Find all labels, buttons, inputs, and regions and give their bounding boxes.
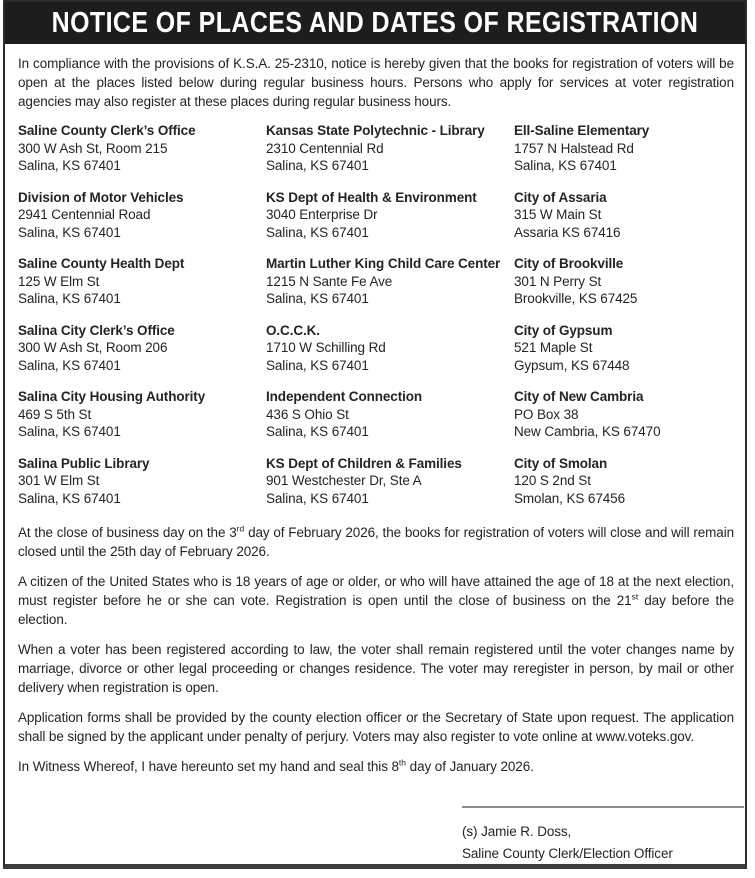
location-name: KS Dept of Health & Environment (266, 189, 477, 205)
location-city: Salina, KS 67401 (266, 158, 369, 173)
location-city: Salina, KS 67401 (18, 424, 121, 439)
location-name: City of Assaria (514, 189, 607, 205)
witness-text-1: In Witness Whereof, I have hereunto set my hand and seal this 8 (18, 759, 399, 774)
location-city: Smolan, KS 67456 (514, 490, 625, 506)
location-entry (266, 322, 514, 375)
location-entry (18, 388, 266, 441)
locations-column-2 (266, 122, 514, 521)
location-entry (18, 455, 266, 508)
location-address: 901 Westchester Dr, Ste A (266, 473, 422, 488)
location-name: Ell-Saline Elementary (514, 123, 650, 138)
location-city: Salina, KS 67401 (18, 291, 121, 306)
ordinal-superscript: rd (236, 523, 245, 534)
location-entry (514, 322, 734, 375)
location-entry (514, 255, 734, 308)
location-entry (18, 122, 266, 175)
citizen-text-1: A citizen of the United States who is 18 years of age or older, or who will have attained the age of 18 at the next election, must register before he or she can vote. Registration is open until the close of business on the 21 (18, 574, 734, 608)
location-name: Division of Motor Vehicles (18, 189, 184, 205)
location-address: 300 W Ash St, Room 215 (18, 140, 168, 156)
location-name: City of Gypsum (514, 322, 613, 338)
location-entry (514, 455, 734, 508)
location-address: 436 S Ohio St (266, 406, 349, 422)
intro-paragraph: In compliance with the provisions of K.S.A. 25-2310, notice is hereby given that the books for registration of voters will be open at the places listed below during regular business hours. Persons who apply for services at voter registration agencies may also register at these places during regular business hours. (18, 56, 734, 109)
registered-paragraph: When a voter has been registered according to law, the voter shall remain registered until the voter changes name by marriage, divorce or other legal proceeding or changes residence. The voter may reregister in person, by mail or other delivery when registration is open. (18, 642, 734, 695)
location-entry (266, 189, 514, 242)
page-title: NOTICE OF PLACES AND DATES OF REGISTRATION (51, 6, 699, 39)
location-city: Salina, KS 67401 (266, 357, 369, 373)
location-city: Salina, KS 67401 (266, 424, 369, 439)
signature-block (462, 806, 744, 865)
location-name: O.C.C.K. (266, 322, 320, 338)
location-city: Salina, KS 67401 (18, 490, 121, 506)
location-address: 301 W Elm St (18, 473, 100, 488)
location-city: Brookville, KS 67425 (514, 291, 638, 306)
location-name: Salina City Clerk’s Office (18, 322, 175, 338)
location-city: New Cambria, KS 67470 (514, 424, 661, 439)
citizen-text-2: day before the election. (18, 593, 734, 627)
location-city: Salina, KS 67401 (266, 291, 369, 306)
signature-name: (s) Jamie R. Doss, (462, 824, 572, 839)
location-address: 120 S 2nd St (514, 473, 591, 488)
location-city: Salina, KS 67401 (514, 158, 617, 173)
notice-body (5, 44, 745, 865)
location-address: 301 N Perry St (514, 273, 602, 289)
locations-column-3 (514, 122, 734, 521)
location-address: 1215 N Sante Fe Ave (266, 273, 393, 289)
location-address: 300 W Ash St, Room 206 (18, 340, 168, 355)
location-city: Salina, KS 67401 (18, 224, 121, 240)
location-entry (514, 189, 734, 242)
location-entry (266, 122, 514, 175)
location-name: Saline County Health Dept (18, 256, 185, 271)
location-entry (18, 189, 266, 242)
location-entry (18, 255, 266, 308)
notice-header-bar (5, 2, 745, 44)
location-name: Independent Connection (266, 389, 423, 404)
notice-document (3, 0, 747, 869)
ordinal-superscript: th (398, 757, 407, 768)
location-name: Martin Luther King Child Care Center (266, 256, 501, 271)
locations-column-1 (18, 122, 266, 521)
location-entry (266, 455, 514, 508)
location-name: Saline County Clerk’s Office (18, 123, 196, 138)
witness-text-2: day of January 2026. (406, 759, 534, 774)
location-entry (266, 388, 514, 441)
location-city: Assaria KS 67416 (514, 224, 621, 240)
location-city: Salina, KS 67401 (266, 490, 369, 506)
locations-grid (18, 122, 734, 521)
location-entry (266, 255, 514, 308)
location-address: 1710 W Schilling Rd (266, 340, 386, 355)
witness-paragraph (18, 757, 734, 776)
location-city: Salina, KS 67401 (266, 224, 369, 240)
close-books-text-1: At the close of business day on the 3 (18, 525, 237, 540)
location-address: 469 S 5th St (18, 406, 92, 422)
location-address: 125 W Elm St (18, 273, 100, 289)
location-city: Gypsum, KS 67448 (514, 357, 630, 373)
location-name: City of Smolan (514, 455, 608, 471)
location-address: 2310 Centennial Rd (266, 140, 384, 156)
location-name: City of Brookville (514, 256, 624, 271)
location-address: 1757 N Halstead Rd (514, 140, 634, 156)
location-address: 2941 Centennial Road (18, 207, 151, 222)
location-entry (514, 122, 734, 175)
application-paragraph: Application forms shall be provided by the county election officer or the Secretary of State upon request. The application shall be signed by the applicant under penalty of perjury. Voters may also register to vote online at www.voteks.gov. (18, 710, 734, 744)
location-name: Salina City Housing Authority (18, 389, 206, 404)
location-address: 521 Maple St (514, 340, 593, 355)
close-books-text-2: day of February 2026, the books for registration of voters will close and will remain closed until the 25th day of February 2026. (18, 525, 734, 559)
location-entry (18, 322, 266, 375)
location-name: KS Dept of Children & Families (266, 455, 462, 471)
location-entry (514, 388, 734, 441)
location-address: 315 W Main St (514, 207, 602, 222)
signature-line (462, 806, 744, 808)
location-city: Salina, KS 67401 (18, 158, 121, 173)
location-name: City of New Cambria (514, 389, 644, 404)
location-address: PO Box 38 (514, 406, 579, 422)
close-books-paragraph (18, 523, 734, 561)
citizen-paragraph (18, 572, 734, 629)
ordinal-superscript: st (631, 591, 639, 602)
location-city: Salina, KS 67401 (18, 357, 121, 373)
signature-title: Saline County Clerk/Election Officer (462, 846, 673, 861)
location-name: Salina Public Library (18, 455, 150, 471)
location-address: 3040 Enterprise Dr (266, 207, 378, 222)
location-name: Kansas State Polytechnic - Library (266, 123, 485, 138)
